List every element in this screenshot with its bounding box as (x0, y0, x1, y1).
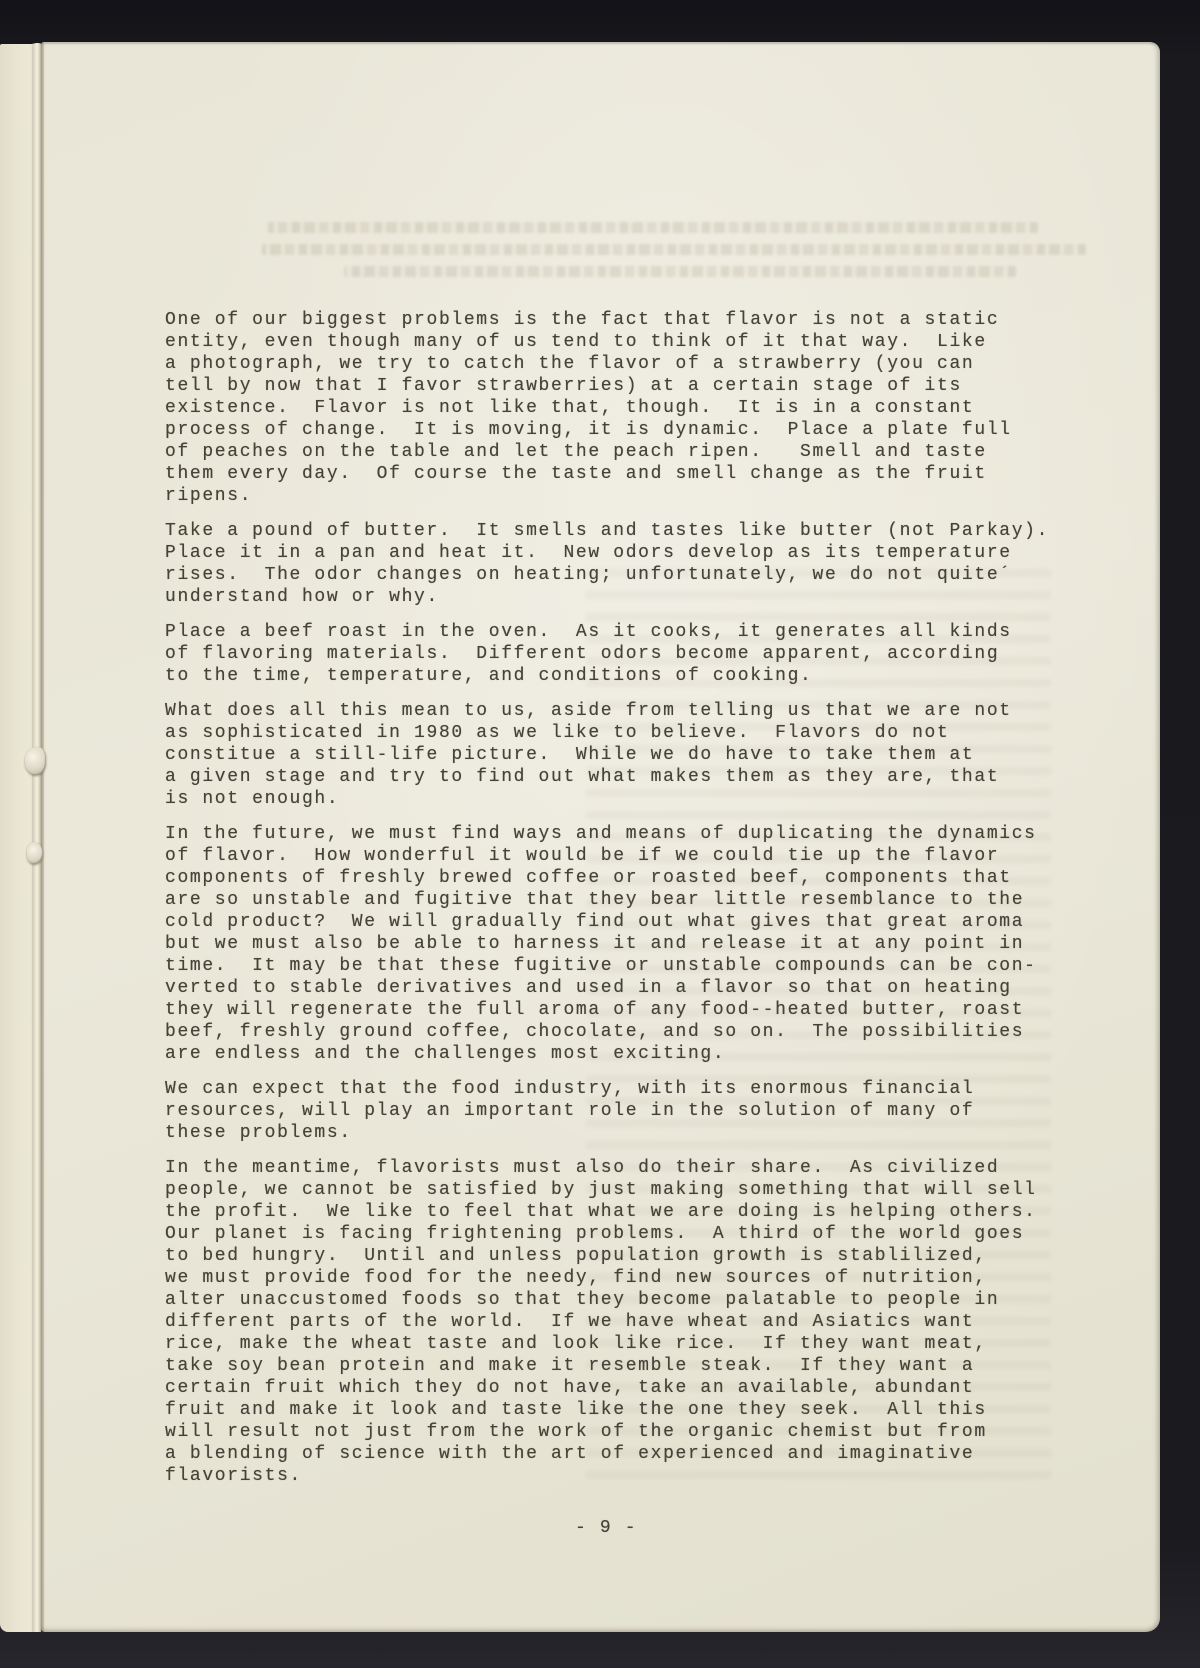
binding-thread-knot (25, 747, 46, 775)
text-line: to the time, temperature, and conditions of cooking. (165, 666, 813, 686)
scanned-page (41, 42, 1160, 1632)
text-line: to bed hungry. Until and unless population growth is stablilized, (165, 1246, 987, 1266)
bleed-through-line (262, 244, 1086, 255)
text-line: process of change. It is moving, it is dynamic. Place a plate full (165, 420, 1012, 440)
text-line: time. It may be that these fugitive or unstable compounds can be con- (165, 956, 1037, 976)
text-line: rises. The odor changes on heating; unfortunately, we do not quite´ (165, 565, 1012, 585)
text-line: components of freshly brewed coffee or roasted beef, components that (165, 868, 1012, 888)
text-line: Take a pound of butter. It smells and tastes like butter (not Parkay). (165, 521, 1050, 541)
text-line: alter unaccustomed foods so that they become palatable to people in (165, 1290, 1000, 1310)
text-line: certain fruit which they do not have, take an available, abundant (165, 1378, 975, 1398)
text-line: the profit. We like to feel that what we are doing is helping others. (165, 1202, 1037, 1222)
text-line: is not enough. (165, 789, 340, 809)
typewritten-text (165, 309, 1065, 1500)
binding-crease (32, 43, 44, 1632)
text-line: One of our biggest problems is the fact that flavor is not a static (165, 310, 1000, 330)
text-line: take soy bean protein and make it resemble steak. If they want a (165, 1356, 975, 1376)
text-line: of flavor. How wonderful it would be if we could tie up the flavor (165, 846, 1000, 866)
text-line: but we must also be able to harness it and release it at any point in (165, 934, 1025, 954)
text-line: a given stage and try to find out what makes them as they are, that (165, 767, 1000, 787)
text-line: resources, will play an important role in the solution of many of (165, 1101, 975, 1121)
paragraph (165, 621, 1065, 687)
text-line: constitue a still-life picture. While we do have to take them at (165, 745, 975, 765)
text-line: them every day. Of course the taste and smell change as the fruit (165, 464, 987, 484)
page-number: - 9 - (575, 1518, 638, 1538)
bleed-through-line (344, 266, 1016, 277)
binding-thread-knot (27, 842, 43, 864)
text-line: What does all this mean to us, aside from telling us that we are not (165, 701, 1012, 721)
text-line: flavorists. (165, 1466, 302, 1486)
text-line: Our planet is facing frightening problems. A third of the world goes (165, 1224, 1025, 1244)
bleed-through-line (268, 222, 1038, 233)
text-line: rice, make the wheat taste and look like rice. If they want meat, (165, 1334, 987, 1354)
text-line: will result not just from the work of the organic chemist but from (165, 1422, 987, 1442)
text-line: of peaches on the table and let the peach ripen. Smell and taste (165, 442, 987, 462)
text-line: a blending of science with the art of experienced and imaginative (165, 1444, 975, 1464)
text-line: as sophisticated in 1980 as we like to believe. Flavors do not (165, 723, 950, 743)
bleed-through-text (246, 222, 1086, 288)
text-line: a photograph, we try to catch the flavor of a strawberry (you can (165, 354, 975, 374)
paragraph (165, 823, 1065, 1065)
text-line: Place a beef roast in the oven. As it cooks, it generates all kinds (165, 622, 1012, 642)
text-line: In the future, we must find ways and means of duplicating the dynamics (165, 824, 1037, 844)
text-line: are endless and the challenges most exciting. (165, 1044, 726, 1064)
text-line: verted to stable derivatives and used in a flavor so that on heating (165, 978, 1012, 998)
text-line: understand how or why. (165, 587, 439, 607)
paragraph (165, 700, 1065, 810)
paragraph (165, 1078, 1065, 1144)
text-line: Place it in a pan and heat it. New odors develop as its temperature (165, 543, 1012, 563)
text-line: In the meantime, flavorists must also do their share. As civilized (165, 1158, 1000, 1178)
text-line: existence. Flavor is not like that, though. It is in a constant (165, 398, 975, 418)
text-line: these problems. (165, 1123, 352, 1143)
text-line: of flavoring materials. Different odors become apparent, according (165, 644, 1000, 664)
paragraph (165, 520, 1065, 608)
text-line: people, we cannot be satisfied by just making something that will sell (165, 1180, 1037, 1200)
text-line: different parts of the world. If we have wheat and Asiatics want (165, 1312, 975, 1332)
text-line: they will regenerate the full aroma of any food--heated butter, roast (165, 1000, 1025, 1020)
text-line: ripens. (165, 486, 253, 506)
paragraph (165, 1157, 1065, 1487)
text-line: tell by now that I favor strawberries) at a certain stage of its (165, 376, 962, 396)
text-line: fruit and make it look and taste like the one they seek. All this (165, 1400, 987, 1420)
paragraph (165, 309, 1065, 507)
text-line: cold product? We will gradually find out what gives that great aroma (165, 912, 1025, 932)
text-line: entity, even though many of us tend to think of it that way. Like (165, 332, 987, 352)
text-line: we must provide food for the needy, find new sources of nutrition, (165, 1268, 987, 1288)
text-line: are so unstable and fugitive that they bear little resemblance to the (165, 890, 1025, 910)
text-line: beef, freshly ground coffee, chocolate, and so on. The possibilities (165, 1022, 1025, 1042)
text-line: We can expect that the food industry, with its enormous financial (165, 1079, 975, 1099)
